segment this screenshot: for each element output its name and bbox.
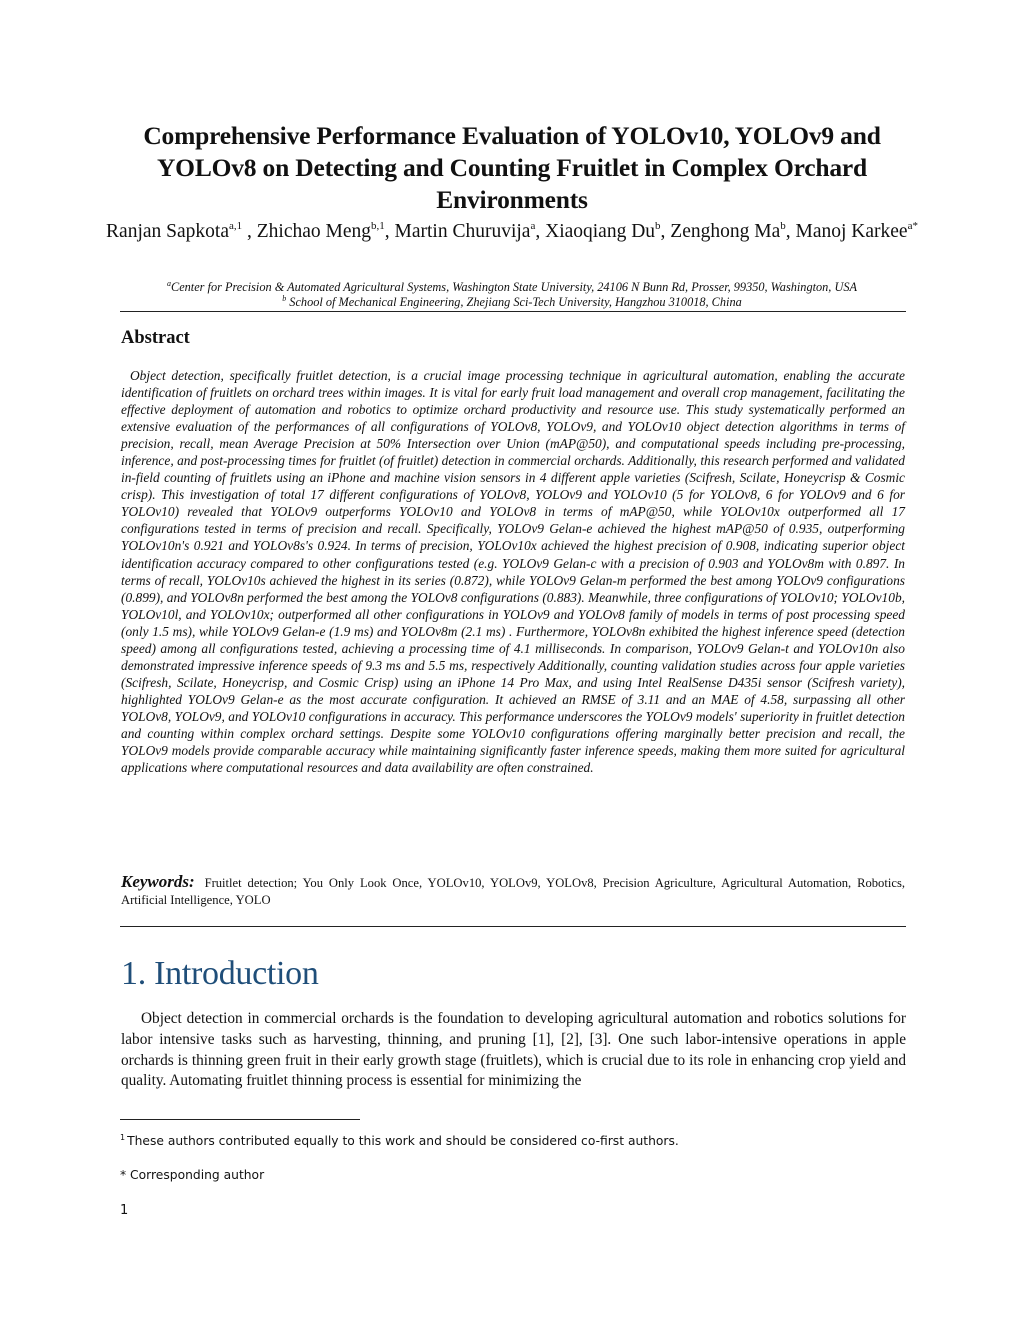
footnote-text: * Corresponding author — [120, 1168, 265, 1182]
author-affiliation-mark: b — [780, 220, 786, 232]
introduction-heading: 1. Introduction — [121, 955, 319, 992]
author-name: Ranjan Sapkota — [106, 221, 229, 242]
affiliation-text: School of Mechanical Engineering, Zhejiang Sci-Tech University, Hangzhou 310018, China — [286, 295, 742, 309]
author-affiliation-mark: a* — [907, 220, 918, 232]
author-affiliation-mark: a,1 — [228, 220, 243, 232]
footnote — [120, 1167, 264, 1183]
author-name: Zenghong Ma — [670, 221, 781, 242]
author-separator: , — [660, 221, 671, 242]
author-separator: , — [384, 221, 395, 242]
footnote-mark: 1 — [120, 1133, 126, 1142]
author-separator: , — [535, 221, 546, 242]
author-name: Manoj Karkee — [795, 221, 908, 242]
section-divider — [120, 926, 906, 927]
footnote-divider — [120, 1119, 360, 1120]
author-separator: , — [242, 221, 257, 242]
affiliation — [100, 295, 924, 310]
footnote-text: These authors contributed equally to this work and should be considered co-first authors. — [127, 1134, 679, 1148]
author-list — [100, 220, 924, 244]
author-separator: , — [785, 221, 796, 242]
keywords-text: Fruitlet detection; You Only Look Once, YOLOv10, YOLOv9, YOLOv8, Precision Agriculture, Agricultural Automation, Robotics, Artificial Intelligence, YOLO — [121, 876, 905, 907]
footnote — [120, 1133, 679, 1149]
author-name: Xiaoqiang Du — [545, 221, 656, 242]
keywords — [121, 873, 905, 909]
affiliation-mark: b — [282, 294, 287, 303]
abstract-text: Object detection, specifically fruitlet detection, is a crucial image processing technique in agricultural automation, enabling the accurate identification of fruitlets on orchard trees within images. It is vital for early fruit load management and overall crop management, facilitating the effective deployment of automation and robotics to optimize orchard productivity and resource use. This study systematically performed an extensive evaluation of the performances of all configurations of YOLOv8, YOLOv9, and YOLOv10 object detection algorithms in terms of precision, recall, mean Average Precision at 50% Intersection over Union (mAP@50), and computational speeds including pre-processing, inference, and post-processing times for fruitlet (of fruitlet) detection in commercial orchards. Additionally, this research performed and validated in-field counting of fruitlets using an iPhone and machine vision sensors in 4 different apple varieties (Scifresh, Scilate, Honeycrisp & Cosmic crisp). This investigation of total 17 different configurations of YOLOv8, YOLOv9 and YOLOv10 (5 for YOLOv8, 6 for YOLOv9 and 6 for YOLOv10) revealed that YOLOv9 outperforms YOLOv10 and YOLOv8 in terms of mAP@50, while YOLOv10x outperformed all 17 configurations tested in terms of precision and recall. Specifically, YOLOv9 Gelan-e achieved the highest mAP@50 of 0.935, outperforming YOLOv10n's 0.921 and YOLOv8s's 0.924. In terms of precision, YOLOv10x achieved the highest precision of 0.908, indicating superior object identification accuracy compared to other configurations tested (e.g. YOLOv9 Gelan-c with a precision of 0.903 and YOLOv8m with 0.897. In terms of recall, YOLOv10s achieved the highest in its series (0.872), while YOLOv9 Gelan-m performed the best among YOLOv9 configurations (0.899), and YOLOv8n performed the best among the YOLOv8 configurations (0.883). Meanwhile, three configurations of YOLOv10; YOLOv10b, YOLOv10l, and YOLOv10x; outperformed all other configurations in YOLOv9 and YOLOv8 family of models in terms of post processing speed (only 1.5 ms), while YOLOv9 Gelan-e (1.9 ms) and YOLOv8m (2.1 ms) . Furthermore, YOLOv8n exhibited the highest inference speed (detection speed) among all configurations tested, achieving a processing time of 4.1 milliseconds. In comparison, YOLOv9 Gelan-t and YOLOv10n also demonstrated impressive inference speeds of 9.3 ms and 5.5 ms, respectively Additionally, counting validation studies across four apple varieties (Scifresh, Scilate, Honeycrisp, and Cosmic Crisp) using an iPhone 14 Pro Max, and using Intel RealSense D435i sensor (Scifresh variety), highlighted YOLOv9 Gelan-e as the most accurate configuration. It achieved an RMSE of 3.11 and an MAE of 4.58, surpassing all other YOLOv8, YOLOv9, and YOLOv10 configurations in accuracy. This performance underscores the YOLOv9 models' superiority in fruitlet detection and counting within complex orchard settings. Despite some YOLOv10 configurations offering marginally better precision and recall, the YOLOv9 models provide comparable accuracy while maintaining significantly faster inference speeds, making them more suited for agricultural applications where computational resources and data availability are often constrained. — [121, 368, 905, 776]
author-affiliation-mark: b,1 — [371, 220, 385, 232]
header-divider — [120, 311, 906, 312]
author-name: Zhichao Meng — [256, 221, 372, 242]
affiliation-mark: a — [167, 279, 171, 288]
abstract-heading: Abstract — [121, 328, 190, 348]
paper-title: Comprehensive Performance Evaluation of YOLOv10, YOLOv9 and YOLOv8 on Detecting and Counting Fruitlet in Complex Orchard Environments — [143, 121, 881, 214]
author-affiliation-mark: a — [530, 220, 536, 232]
author-name: Martin Churuvija — [394, 221, 531, 242]
author-affiliation-mark: b — [655, 220, 661, 232]
affiliation-text: Center for Precision & Automated Agricultural Systems, Washington State University, 24106 N Bunn Rd, Prosser, 99350, Washington, USA — [171, 280, 857, 294]
introduction-text: Object detection in commercial orchards is the foundation to developing agricultural automation and robotics solutions for labor intensive tasks such as harvesting, thinning, and pruning [1], [2], [3]. One such labor-intensive operations in apple orchards is thinning green fruit in their early growth stage (fruitlets), which is crucial due to its role in enhancing crop yield and quality. Automating fruitlet thinning process is essential for minimizing the — [121, 1010, 906, 1090]
affiliation — [100, 280, 924, 295]
keywords-label: Keywords: — [121, 872, 195, 891]
page-number: 1 — [120, 1203, 129, 1218]
